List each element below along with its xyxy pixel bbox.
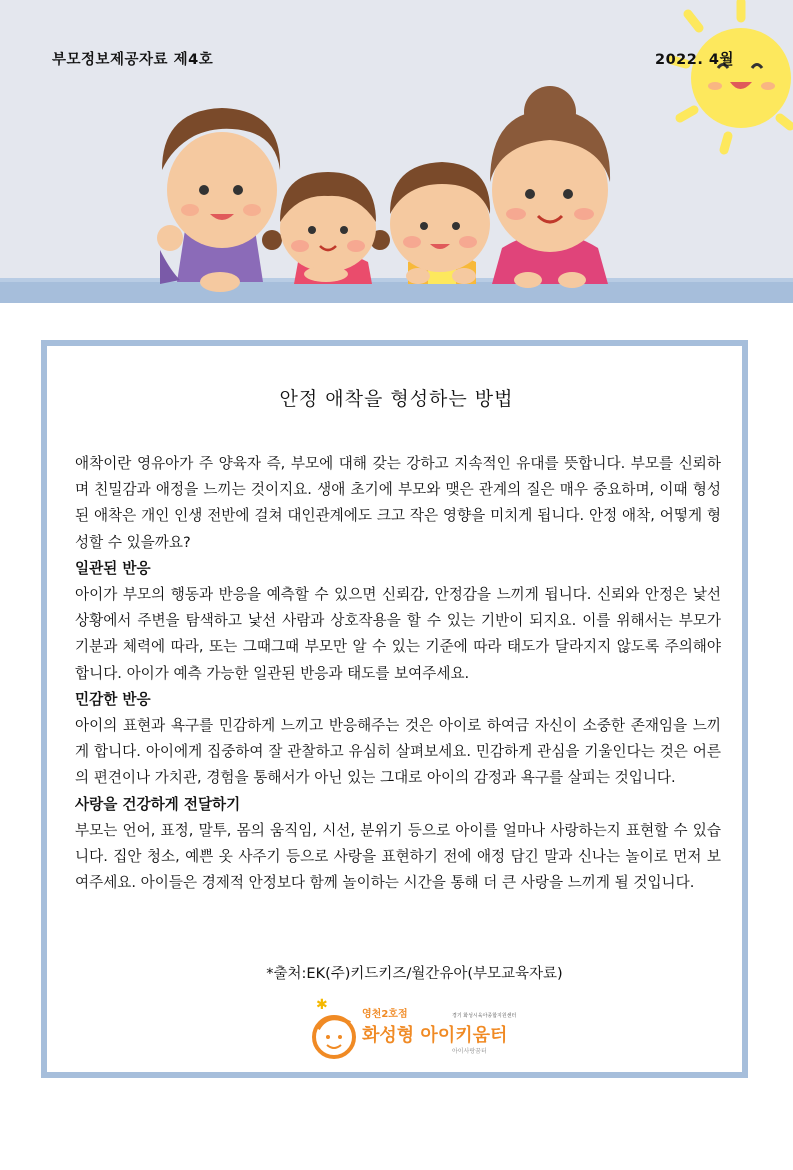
section-text-love: 부모는 언어, 표정, 말투, 몸의 움직임, 시선, 분위기 등으로 아이를 얼마나 사랑하는지 표현할 수 있습니다. 집안 청소, 예쁜 옷 사주기 등으로 사랑을 표현하기 전에 애정 담긴 말과 신나는 놀이로 먼저 보여주세요. 아이들은 경제적 안정보다 함께 놀이하는 시간을 통해 더 큰 사랑을 느끼게 될 것입니다. — [75, 821, 721, 892]
intro-paragraph: 애착이란 영유아가 주 양육자 즉, 부모에 대해 갖는 강하고 지속적인 유대를 뜻합니다. 부모를 신뢰하며 친밀감과 애정을 느끼는 것이지요. 생애 초기에 부모와 맺은 관계의 질은 매우 중요하며, 이때 형성된 애착은 개인 인생 전반에 걸쳐 대인관계에도 크고 작은 영향을 미치게 됩니다. 안정 애착, 어떻게 형성할 수 있을까요? — [75, 455, 721, 551]
svg-text:✱: ✱ — [316, 997, 328, 1013]
mother-figure — [490, 86, 610, 288]
section-heading-love: 사랑을 건강하게 전달하기 — [75, 795, 241, 813]
child-face-logo-icon — [314, 997, 354, 1057]
girl-figure — [262, 172, 390, 284]
family-illustration — [0, 0, 793, 303]
boy-figure — [390, 162, 490, 284]
issue-date: 2022. 4월 — [655, 52, 735, 68]
father-figure — [157, 108, 280, 292]
logo-sub-text: 아이사랑꿈터 — [452, 1048, 487, 1055]
center-logo — [310, 995, 530, 1065]
section-heading-sensitive: 민감한 반응 — [75, 690, 151, 708]
issue-label: 부모정보제공자료 제4호 — [52, 52, 214, 68]
article-title: 안정 애착을 형성하는 방법 — [279, 388, 514, 410]
source-citation: *출처:EK(주)키드키즈/월간유아(부모교육자료) — [266, 966, 563, 982]
logo-main-text: 화성형 아이키움터 — [362, 1025, 508, 1046]
section-text-sensitive: 아이의 표현과 욕구를 민감하게 느끼고 반응해주는 것은 아이로 하여금 자신이 소중한 존재임을 느끼게 합니다. 아이에게 집중하여 잘 관찰하고 유심히 살펴보세요. 민감하게 관심을 기울인다는 것은 어른의 편견이나 가치관, 경험을 통해서가 아닌 있는 그대로 아이의 감정과 욕구를 살피는 것입니다. — [75, 717, 721, 787]
sun-icon — [672, 2, 791, 150]
logo-org-text: 경기 화성시육아종합지원센터 — [452, 1013, 517, 1019]
header-banner — [0, 0, 793, 303]
article-body — [75, 451, 721, 896]
logo-small-text: 영천2호점 — [362, 1009, 408, 1020]
section-text-consistent: 아이가 부모의 행동과 반응을 예측할 수 있으면 신뢰감, 안정감을 느끼게 됩니다. 신뢰와 안정은 낯선 상황에서 주변을 탐색하고 낯선 사람과 상호작용을 할 수 있는 기반이 되지요. 이를 위해서는 부모가 기분과 체력에 따라, 또는 그때그때 부모만 알 수 있는 기준에 따라 태도가 달라지지 않도록 주의해야 합니다. 아이가 예측 가능한 일관된 반응과 태도를 보여주세요. — [75, 586, 721, 682]
section-heading-consistent: 일관된 반응 — [75, 559, 151, 577]
